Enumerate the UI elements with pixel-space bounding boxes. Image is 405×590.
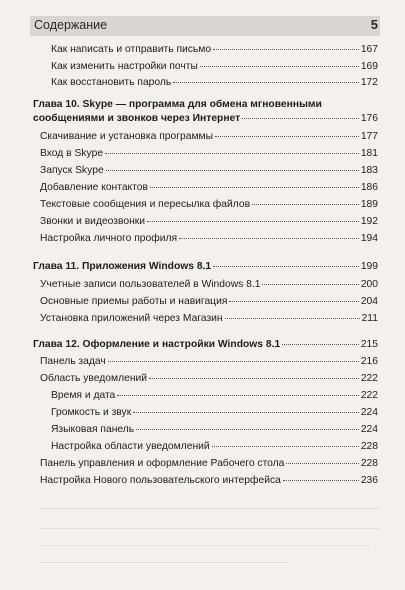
toc-entry-title: Настройка Нового пользовательского интерфейса <box>40 475 281 486</box>
toc-entry-page: 216 <box>360 356 378 367</box>
leader-dots <box>225 318 360 319</box>
toc-entry-title: Область уведомлений <box>40 373 148 384</box>
toc-entry <box>40 148 378 159</box>
toc-entry-page: 189 <box>360 199 378 210</box>
toc-entry-page: 177 <box>360 131 378 142</box>
toc-entry-page: 181 <box>360 148 378 159</box>
toc-entry <box>51 407 378 418</box>
leader-dots <box>252 204 359 205</box>
toc-entry-title: Скачивание и установка программы <box>40 131 214 142</box>
toc-entry <box>51 77 378 88</box>
toc-entry-title: Настройка личного профиля <box>40 233 178 244</box>
toc-entry <box>51 61 378 72</box>
leader-dots <box>212 446 359 447</box>
toc-entry <box>40 199 378 210</box>
toc-entry-page: 176 <box>360 113 378 124</box>
toc-entry-page: 186 <box>360 182 378 193</box>
toc-entry <box>40 356 378 367</box>
toc-entry-title: Основные приемы работы и навигация <box>40 296 228 307</box>
header-title: Содержание <box>34 18 108 32</box>
toc-entry <box>51 424 378 435</box>
toc-entry <box>51 44 378 55</box>
toc-chapter <box>33 261 378 272</box>
toc-entry <box>40 458 378 469</box>
toc-entry-page: 192 <box>360 216 378 227</box>
leader-dots <box>242 118 359 119</box>
toc-entry-page: 211 <box>361 313 378 324</box>
toc-chapter-title: Глава 12. Оформление и настройки Windows 8.1 <box>33 339 281 350</box>
leader-dots <box>215 136 359 137</box>
toc-entry-page: 215 <box>360 339 378 350</box>
toc-entry-page: 222 <box>360 373 378 384</box>
leader-dots <box>262 284 358 285</box>
toc-entry-title: Как написать и отправить письмо <box>51 44 212 55</box>
chapter-title-line: Глава 10. Skype — программа для обмена мгновенными <box>33 99 322 110</box>
toc-entry-page: 222 <box>360 390 378 401</box>
leader-dots <box>108 361 359 362</box>
leader-dots <box>133 412 359 413</box>
toc-entry-title: Панель задач <box>40 356 106 367</box>
toc-entry-page: 224 <box>360 424 378 435</box>
toc-entry-page: 200 <box>360 279 378 290</box>
toc-chapter <box>33 113 378 124</box>
toc-entry-title: Время и дата <box>51 390 116 401</box>
toc-entry-title: Языковая панель <box>51 424 135 435</box>
toc-entry-title: Как изменить настройки почты <box>51 61 198 72</box>
toc-entry-page: 169 <box>360 61 378 72</box>
toc-entry-title: Установка приложений через Магазин <box>40 313 223 324</box>
toc-entry <box>40 279 378 290</box>
toc-entry-page: 167 <box>360 44 378 55</box>
toc-entry-title: Учетные записи пользователей в Windows 8.1 <box>40 279 261 290</box>
toc-chapter <box>33 339 378 350</box>
toc-entry <box>40 165 378 176</box>
toc-entry-title: Добавление контактов <box>40 182 148 193</box>
toc-entry-title: Громкость и звук <box>51 407 132 418</box>
toc-entry <box>40 233 378 244</box>
toc-entry-page: 183 <box>360 165 378 176</box>
toc-entry-page: 236 <box>360 475 378 486</box>
leader-dots <box>105 153 359 154</box>
toc-entry <box>40 216 378 227</box>
leader-dots <box>136 429 359 430</box>
leader-dots <box>283 480 359 481</box>
leader-dots <box>173 82 359 83</box>
toc-entry <box>51 441 378 452</box>
leader-dots <box>150 187 359 188</box>
toc-entry-page: 172 <box>360 77 378 88</box>
leader-dots <box>213 266 359 267</box>
leader-dots <box>106 170 359 171</box>
leader-dots <box>282 344 359 345</box>
leader-dots <box>286 463 358 464</box>
toc-entry <box>40 296 378 307</box>
toc-entry-title: Запуск Skype <box>40 165 104 176</box>
toc-entry <box>40 475 378 486</box>
toc-entry <box>40 131 378 142</box>
toc-entry-page: 224 <box>360 407 378 418</box>
toc-entry <box>40 313 378 324</box>
toc-entry-page: 204 <box>360 296 378 307</box>
leader-dots <box>229 301 358 302</box>
toc-entry <box>40 373 378 384</box>
leader-dots <box>147 221 359 222</box>
header-page-number: 5 <box>370 17 378 32</box>
toc-entry-page: 194 <box>360 233 378 244</box>
leader-dots <box>117 395 359 396</box>
toc-entry-title: Звонки и видеозвонки <box>40 216 146 227</box>
running-header <box>30 16 380 36</box>
toc-entry-page: 228 <box>360 458 378 469</box>
toc-entry-title: Панель управления и оформление Рабочего стола <box>40 458 285 469</box>
leader-dots <box>179 238 359 239</box>
leader-dots <box>213 49 359 50</box>
toc-entry-title: Как восстановить пароль <box>51 77 172 88</box>
toc-entry <box>51 390 378 401</box>
toc-entry-page: 199 <box>360 261 378 272</box>
toc-entry-page: 228 <box>360 441 378 452</box>
toc-chapter-title: Глава 11. Приложения Windows 8.1 <box>33 261 212 272</box>
toc-entry-title: Настройка области уведомлений <box>51 441 210 452</box>
leader-dots <box>200 66 359 67</box>
toc-entry-title: Вход в Skype <box>40 148 104 159</box>
toc-entry-title: Текстовые сообщения и пересылка файлов <box>40 199 251 210</box>
leader-dots <box>149 378 359 379</box>
toc-entry <box>40 182 378 193</box>
toc-chapter-title: сообщениями и звонков через Интернет <box>33 113 241 124</box>
